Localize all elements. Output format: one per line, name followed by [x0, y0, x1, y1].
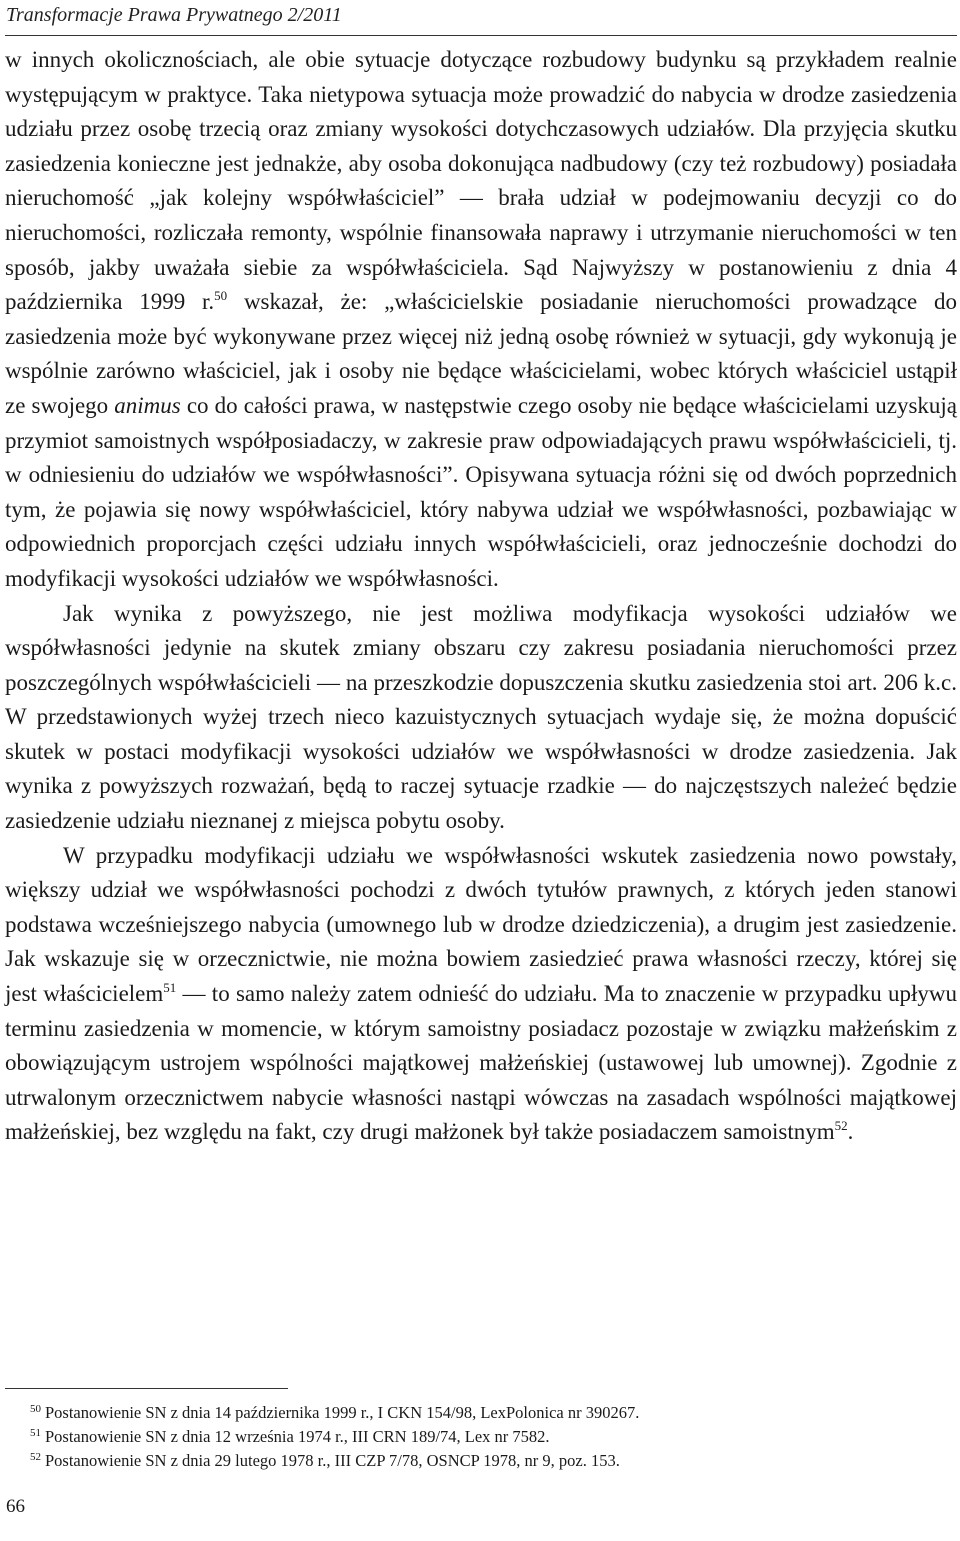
italic-term: animus — [114, 392, 181, 418]
header-rule — [5, 35, 957, 36]
paragraph-3-text-cont: — to samo należy zatem odnieść do udziału. Ma to znaczenie w przypadku upływu terminu zasiedzenia w momencie, w którym samoistny posiadacz pozostaje w związku małżeńskim z obowiązującym ustrojem wspólności majątkowej małżeńskiej (ustawowej lub umownej). Zgodnie z utrwalonym orzecznictwem nabycie własności nastąpi wówczas na zasadach wspólności majątkowej małżeńskiej, bez względu na fakt, czy drugi małżonek był także posiadaczem samoistnym — [5, 981, 957, 1145]
footnote-number: 52 — [30, 1451, 41, 1463]
main-text — [5, 43, 957, 1150]
footnote-number: 51 — [30, 1427, 41, 1439]
paragraph-1-text-cont: wskazał, że: „właścicielskie posiadanie nieruchomości prowadzące do zasiedzenia może być wykonywane przez więcej niż jedną osobę również w sytuacji, gdy wykonują je wspólnie zarówno właściciel, jak i osoby nie będące właścicielami, wobec których właściciel ustąpił ze swojego — [5, 289, 957, 418]
footnote-52 — [30, 1449, 950, 1473]
footnote-ref-52[interactable]: 52 — [834, 1118, 848, 1134]
paragraph-2: Jak wynika z powyższego, nie jest możliwa modyfikacja wysokości udziałów we współwłasności jedynie na skutek zmiany obszaru czy zakresu posiadania nieruchomości przez poszczególnych współwłaścicieli — na przeszkodzie dopuszczenia skutku zasiedzenia stoi art. 206 k.c. W przedstawionych wyżej trzech nieco kazuistycznych sytuacjach wydaje się, że można dopuścić skutek w postaci modyfikacji wysokości udziałów we współwłasności w drodze zasiedzenia. Jak wynika z powyższych rozważań, będą to raczej sytuacje rzadkie — do najczęstszych należeć będzie zasiedzenie udziału nieznanej z miejsca pobytu osoby. — [5, 600, 957, 834]
footnotes — [30, 1401, 950, 1473]
paragraph-1-text: w innych okolicznościach, ale obie sytuacje dotyczące rozbudowy budynku są przykładem realnie występującym w praktyce. Taka nietypowa sytuacja może prowadzić do nabycia w drodze zasiedzenia udziału przez osobę trzecią oraz zmiany wysokości dotychczasowych udziałów. Dla przyjęcia skutku zasiedzenia konieczne jest jednakże, aby osoba dokonująca nadbudowy (czy też rozbudowy) posiadała nieruchomość „jak kolejny współwłaściciel” — brała udział w podejmowaniu decyzji co do nieruchomości, rozliczała remonty, wspólnie finansowała naprawy i utrzymanie nieruchomości w ten sposób, jakby uważała siebie za współwłaściciela. Sąd Najwyższy w postanowieniu z dnia 4 października 1999 r. — [5, 47, 957, 315]
footnote-text: Postanowienie SN z dnia 14 października 1999 r., I CKN 154/98, LexPolonica nr 390267. — [45, 1403, 640, 1422]
running-header: Transformacje Prawa Prywatnego 2/2011 — [6, 4, 342, 26]
footnote-text: Postanowienie SN z dnia 29 lutego 1978 r., III CZP 7/78, OSNCP 1978, nr 9, poz. 153. — [45, 1451, 620, 1470]
footnote-ref-51[interactable]: 51 — [163, 980, 177, 996]
footnote-ref-50[interactable]: 50 — [214, 288, 228, 304]
footnote-50 — [30, 1401, 950, 1425]
page-number: 66 — [6, 1496, 25, 1517]
paragraph-1-text-end: co do całości prawa, w następstwie czego osoby nie będące właścicielami uzyskują przymiot samoistnych współposiadaczy, w zakresie praw odpowiadających prawu współwłaścicieli, tj. w odniesieniu do udziałów we współwłasności”. Opisywana sytuacja różni się od dwóch poprzednich tym, że pojawia się nowy współwłaściciel, który nabywa udział we współwłasności, pozbawiając w odpowiednich proporcjach części udziału innych współwłaścicieli, oraz jednocześnie dochodzi do modyfikacji wysokości udziałów we współwłasności. — [5, 392, 958, 591]
paragraph-3-text-end: . — [847, 1119, 854, 1145]
paragraph-3-text: W przypadku modyfikacji udziału we współwłasności wskutek zasiedzenia nowo powstały, większy udział we współwłasności pochodzi z dwóch tytułów prawnych, z których jeden stanowi podstawa wcześniejszego nabycia (umownego lub w drodze dziedziczenia), a drugim jest zasiedzenie. Jak wskazuje się w orzecznictwie, nie można bowiem zasiedzieć prawa własności rzeczy, której się jest właścicielem — [5, 842, 957, 1007]
footnote-rule — [5, 1388, 288, 1389]
footnote-number: 50 — [30, 1403, 41, 1415]
footnote-51 — [30, 1425, 950, 1449]
paragraph-3 — [5, 839, 957, 1150]
paragraph-1 — [5, 43, 957, 597]
footnote-text: Postanowienie SN z dnia 12 września 1974 r., III CRN 189/74, Lex nr 7582. — [45, 1427, 550, 1446]
